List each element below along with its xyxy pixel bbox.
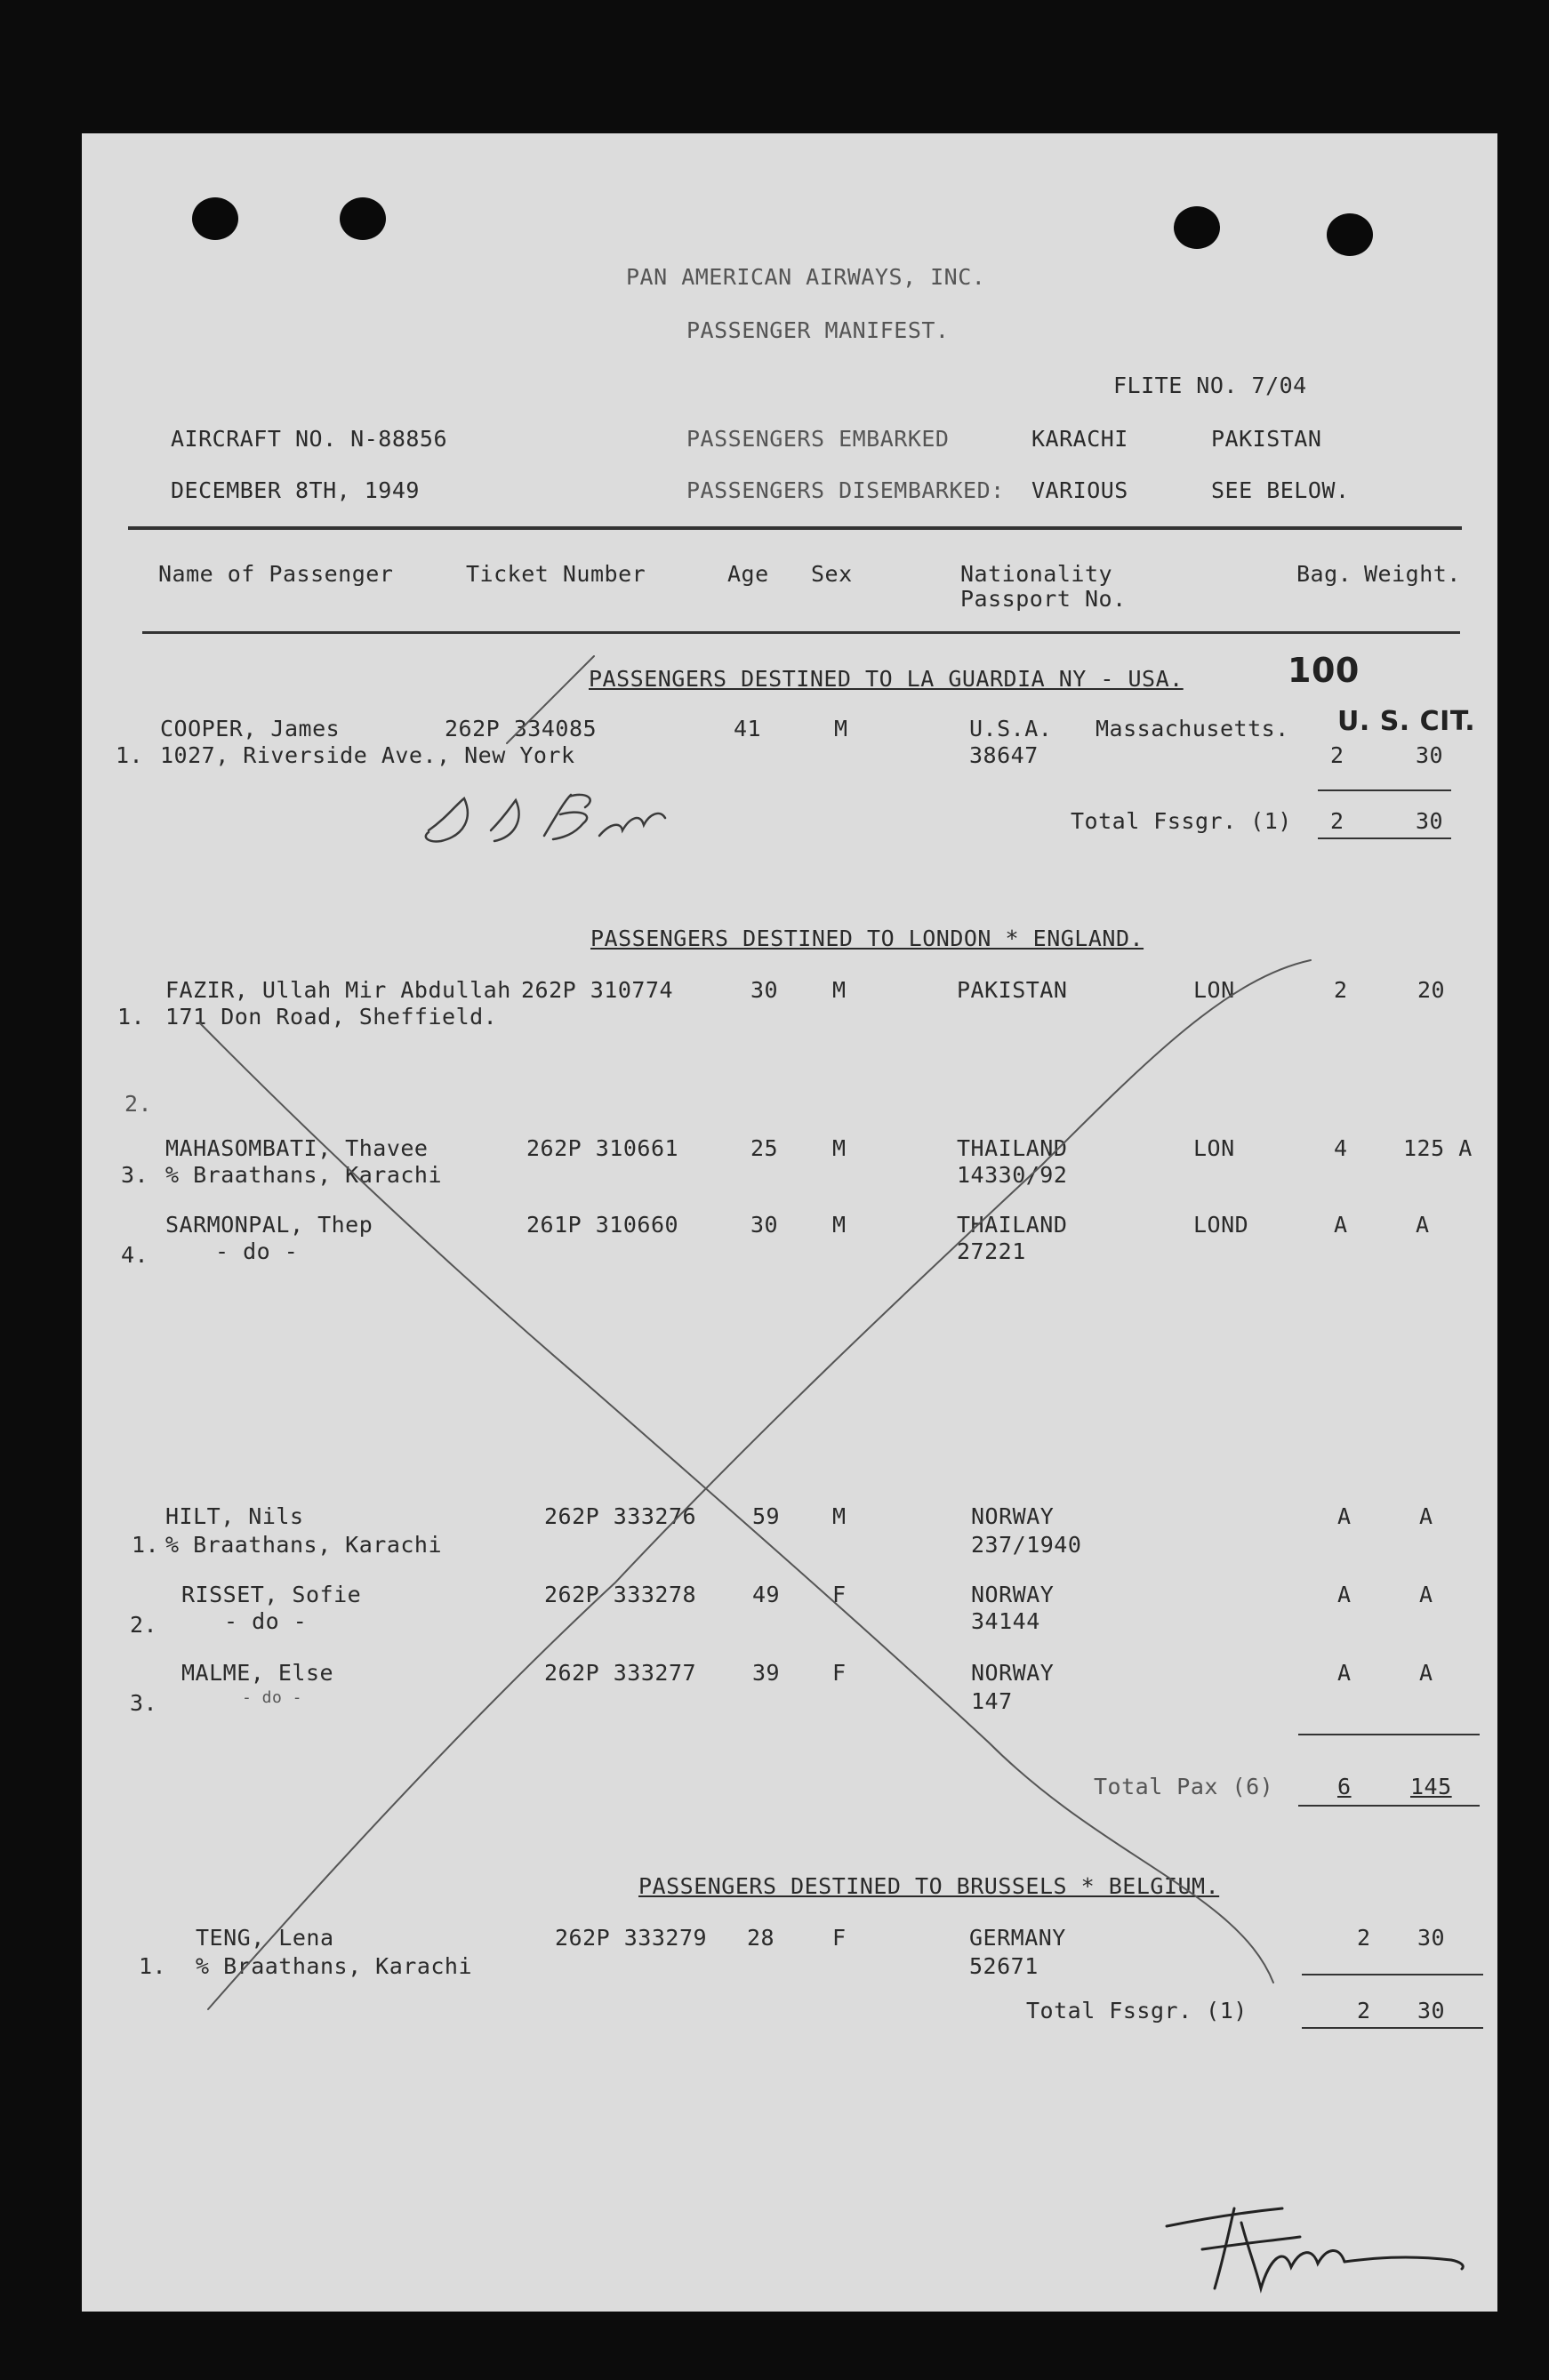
row-nationality: U.S.A.	[969, 716, 1053, 741]
punch-hole	[192, 197, 238, 240]
subtotal-rule	[1302, 1974, 1483, 1975]
total-bag: 2	[1330, 808, 1344, 834]
row-weight: 30	[1416, 742, 1444, 768]
company-name: PAN AMERICAN AIRWAYS, INC.	[626, 264, 986, 290]
row-passport: 14330/92	[957, 1162, 1068, 1188]
handwritten-note: 100	[1288, 651, 1360, 690]
row-ticket: 262P 334085	[445, 716, 598, 741]
row-nationality: THAILAND	[957, 1135, 1068, 1161]
row-bag: A	[1334, 1212, 1348, 1238]
row-sex: M	[832, 1212, 847, 1238]
row-address: 171 Don Road, Sheffield.	[165, 1004, 498, 1030]
row-passport: 237/1940	[971, 1532, 1082, 1558]
row-ticket: 262P 310774	[521, 977, 674, 1003]
row-weight: A	[1419, 1660, 1433, 1686]
row-age: 28	[747, 1925, 775, 1951]
row-address: % Braathans, Karachi	[165, 1162, 443, 1188]
row-age: 39	[752, 1660, 781, 1686]
section-title-london: PASSENGERS DESTINED TO LONDON * ENGLAND.	[590, 926, 1144, 951]
col-ticket: Ticket Number	[466, 561, 646, 587]
row-age: 30	[750, 977, 779, 1003]
row-sex: F	[832, 1582, 847, 1607]
section-title-brussels: PASSENGERS DESTINED TO BRUSSELS * BELGIUM.	[638, 1873, 1220, 1899]
us-citizen-stamp: U. S. CIT.	[1337, 706, 1476, 737]
row-number: 1.	[116, 742, 144, 768]
row-name: MALME, Else	[181, 1660, 334, 1686]
row-weight: A	[1416, 1212, 1430, 1238]
row-nationality: NORWAY	[971, 1582, 1055, 1607]
row-address: 1027, Riverside Ave., New York	[160, 742, 575, 768]
row-name: COOPER, James	[160, 716, 341, 741]
embarked-country: PAKISTAN	[1211, 426, 1322, 452]
punch-hole	[1327, 213, 1373, 256]
row-destination: LON	[1193, 1135, 1235, 1161]
row-bag: 2	[1357, 1925, 1371, 1951]
row-passport: 27221	[957, 1238, 1026, 1264]
punch-hole	[1174, 206, 1220, 249]
columns-divider	[142, 631, 1460, 634]
row-name: TENG, Lena	[196, 1925, 334, 1951]
flite-number: FLITE NO. 7/04	[1113, 373, 1307, 398]
row-sex: F	[832, 1925, 847, 1951]
total-label: Total Fssgr. (1)	[1071, 808, 1292, 834]
row-nationality-extra: Massachusetts.	[1096, 716, 1289, 741]
col-nationality: Nationality	[960, 561, 1113, 587]
row-number: 2.	[124, 1091, 153, 1117]
row-bag: A	[1337, 1503, 1352, 1529]
total-weight: 30	[1417, 1998, 1446, 2023]
total-rule	[1302, 2027, 1483, 2029]
row-name: MAHASOMBATI, Thavee	[165, 1135, 429, 1161]
manifest-date: DECEMBER 8TH, 1949	[171, 477, 420, 503]
row-sex: M	[832, 977, 847, 1003]
row-number: 3.	[121, 1162, 149, 1188]
row-destination: LOND	[1193, 1212, 1249, 1238]
row-name: RISSET, Sofie	[181, 1582, 362, 1607]
row-destination: LON	[1193, 977, 1235, 1003]
row-passport: 34144	[971, 1608, 1040, 1634]
row-address: % Braathans, Karachi	[196, 1953, 473, 1979]
embarked-city: KARACHI	[1031, 426, 1128, 452]
row-address: - do -	[224, 1608, 308, 1634]
row-passport: 52671	[969, 1953, 1039, 1979]
subtotal-rule	[1318, 789, 1451, 791]
row-bag: 2	[1334, 977, 1348, 1003]
row-age: 25	[750, 1135, 779, 1161]
subtotal-rule	[1298, 1734, 1480, 1735]
row-age: 49	[752, 1582, 781, 1607]
cross-out-stroke-2	[208, 960, 1311, 2009]
row-number: 2.	[130, 1612, 158, 1638]
row-weight: 125 A	[1403, 1135, 1473, 1161]
row-ticket: 261P 310660	[526, 1212, 679, 1238]
row-sex: M	[832, 1503, 847, 1529]
row-bag: 4	[1334, 1135, 1348, 1161]
row-nationality: THAILAND	[957, 1212, 1068, 1238]
row-address: % Braathans, Karachi	[165, 1532, 443, 1558]
row-passport: 147	[971, 1688, 1013, 1714]
row-nationality: PAKISTAN	[957, 977, 1068, 1003]
row-age: 59	[752, 1503, 781, 1529]
row-number: 1.	[139, 1953, 167, 1979]
col-name: Name of Passenger	[158, 561, 394, 587]
row-sex: M	[832, 1135, 847, 1161]
row-sex: M	[834, 716, 848, 741]
total-weight: 30	[1416, 808, 1444, 834]
row-bag: A	[1337, 1660, 1352, 1686]
aircraft-number: AIRCRAFT NO. N-88856	[171, 426, 448, 452]
row-number: 1.	[117, 1004, 146, 1030]
row-sex: F	[832, 1660, 847, 1686]
row-address: - do -	[215, 1238, 299, 1264]
total-bag: 2	[1357, 1998, 1371, 2023]
row-weight: A	[1419, 1582, 1433, 1607]
col-weight: Weight.	[1364, 561, 1461, 587]
row-number: 1.	[132, 1532, 160, 1558]
document-title: PASSENGER MANIFEST.	[686, 317, 950, 343]
section-title-laguardia: PASSENGERS DESTINED TO LA GUARDIA NY - USA.	[589, 666, 1184, 692]
row-ticket: 262P 333279	[555, 1925, 708, 1951]
row-passport: 38647	[969, 742, 1039, 768]
row-nationality: NORWAY	[971, 1503, 1055, 1529]
row-weight: 30	[1417, 1925, 1446, 1951]
disembarked-note: SEE BELOW.	[1211, 477, 1350, 503]
col-passport: Passport No.	[960, 586, 1127, 612]
bottom-signature	[1149, 2196, 1487, 2303]
punch-hole	[340, 197, 386, 240]
row-weight: 20	[1417, 977, 1446, 1003]
row-number: 3.	[130, 1690, 158, 1716]
col-age: Age	[727, 561, 769, 587]
row-age: 41	[734, 716, 762, 741]
total-bag: 6	[1337, 1774, 1352, 1799]
row-name: HILT, Nils	[165, 1503, 304, 1529]
col-bag: Bag.	[1296, 561, 1352, 587]
row-weight: A	[1419, 1503, 1433, 1529]
row-name: FAZIR, Ullah Mir Abdullah	[165, 977, 511, 1003]
row-bag: 2	[1330, 742, 1344, 768]
manifest-page	[82, 133, 1497, 2312]
embarked-label: PASSENGERS EMBARKED	[686, 426, 950, 452]
disembarked-city: VARIOUS	[1031, 477, 1128, 503]
total-rule	[1298, 1805, 1480, 1807]
total-label: Total Fssgr. (1)	[1026, 1998, 1248, 2023]
row-ticket: 262P 333277	[544, 1660, 697, 1686]
row-number: 4.	[121, 1242, 149, 1268]
row-ticket: 262P 333276	[544, 1503, 697, 1529]
initials-signature	[411, 756, 713, 853]
col-sex: Sex	[811, 561, 853, 587]
total-weight: 145	[1410, 1774, 1452, 1799]
row-address: - do -	[242, 1688, 303, 1707]
row-bag: A	[1337, 1582, 1352, 1607]
row-ticket: 262P 310661	[526, 1135, 679, 1161]
total-label: Total Pax (6)	[1094, 1774, 1274, 1799]
total-rule	[1318, 837, 1451, 839]
row-nationality: GERMANY	[969, 1925, 1066, 1951]
row-nationality: NORWAY	[971, 1660, 1055, 1686]
row-name: SARMONPAL, Thep	[165, 1212, 373, 1238]
row-age: 30	[750, 1212, 779, 1238]
row-ticket: 262P 333278	[544, 1582, 697, 1607]
disembarked-label: PASSENGERS DISEMBARKED:	[686, 477, 1005, 503]
header-divider	[128, 526, 1462, 530]
